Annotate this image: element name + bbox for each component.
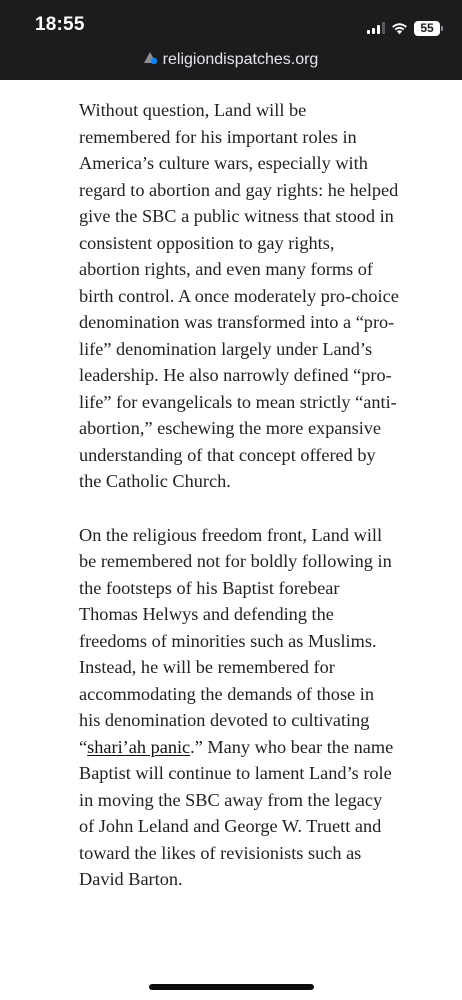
article-paragraph: Without question, Land will be remembered for his important roles in America’s culture wars, especially with regard to abortion and gay rights: he helped give the SBC a public witness that stood in consistent opposition to gay rights, abortion rights, and even many forms of birth control. A once moderately pro-choice denomination was transformed into a “pro-life” denomination largely under Land’s leadership. He also narrowly defined “pro-life” for evangelicals to mean strictly “anti-abortion,” eschewing the more expansive understanding of that concept offered by the Catholic Church. — [79, 100, 399, 491]
tracking-protection-icon[interactable] — [144, 51, 158, 70]
cellular-signal-icon — [367, 22, 385, 34]
system-status-icons — [367, 18, 440, 38]
paragraph-text: On the religious freedom front, Land will be remembered not for boldly following in the footsteps of his Baptist forebear Thomas Helwys and defending the freedoms of minorities such as Muslims. Instead, he will be remembered for accommodating the demands of those in his denomination devoted to cultivating “ — [79, 524, 392, 757]
battery-icon: 55 — [414, 21, 440, 36]
shariah-panic-link[interactable]: shari’ah panic — [87, 736, 191, 757]
article-body — [79, 97, 399, 920]
status-time: 18:55 — [35, 14, 85, 35]
home-indicator[interactable] — [149, 984, 314, 990]
browser-header — [0, 0, 462, 80]
paragraph-text: .” Many who bear the name Baptist will continue to lament Land’s role in moving the SBC away from the legacy of John Leland and George W. Truett and toward the likes of revisionists such as David Barton. — [79, 736, 394, 889]
article-paragraph — [79, 522, 399, 893]
url-text[interactable]: religiondispatches.org — [162, 51, 319, 68]
address-bar[interactable] — [0, 48, 462, 72]
wifi-icon — [391, 22, 408, 35]
